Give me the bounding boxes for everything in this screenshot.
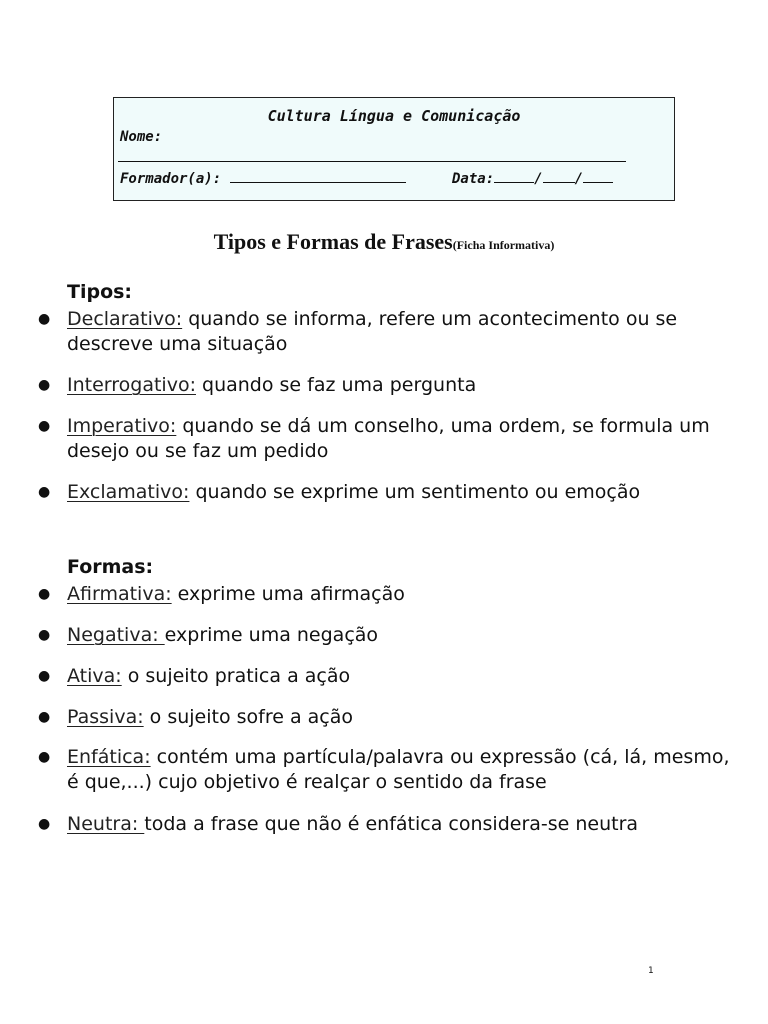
tipos-heading: Tipos: — [67, 281, 133, 303]
item-term: Enfática: — [67, 746, 151, 768]
item-text: quando se exprime um sentimento ou emoção — [189, 481, 641, 503]
title-sub: (Ficha Informativa) — [452, 238, 555, 252]
item-text: quando se dá um conselho, uma ordem, se formula um desejo ou se faz um pedido — [67, 415, 710, 462]
bullet-icon: ● — [38, 709, 51, 725]
date-field — [452, 170, 613, 187]
name-label: Nome: — [120, 129, 163, 145]
item-term: Exclamativo: — [67, 481, 190, 503]
bullet-icon: ● — [38, 586, 51, 602]
date-sep-2: / — [574, 171, 584, 187]
item-term: Imperativo: — [67, 415, 177, 437]
date-year-blank — [583, 170, 613, 183]
bullet-icon: ● — [38, 816, 51, 832]
date-day-blank — [494, 170, 534, 183]
course-title: Cultura Língua e Comunicação — [267, 107, 521, 125]
item-text: o sujeito sofre a ação — [143, 706, 354, 728]
bullet-icon: ● — [38, 668, 51, 684]
item-text: quando se informa, refere um acontecimento ou se descreve uma situação — [67, 308, 678, 355]
bullet-icon: ● — [38, 484, 51, 500]
item-text: exprime uma negação — [164, 624, 379, 646]
page-title — [0, 229, 768, 255]
item-term: Neutra: — [67, 813, 145, 835]
item-text: contém uma partícula/palavra ou expressão (cá, lá, mesmo, é que,...) cujo objetivo é realçar o sentido da frase — [67, 746, 730, 793]
item-text: o sujeito pratica a ação — [121, 665, 351, 687]
title-main: Tipos e Formas de Frases — [213, 229, 453, 254]
bullet-icon: ● — [38, 627, 51, 643]
date-sep-1: / — [534, 171, 543, 187]
item-term: Afirmativa: — [67, 583, 172, 605]
item-term: Declarativo: — [67, 308, 183, 330]
formas-heading: Formas: — [67, 556, 154, 578]
bullet-icon: ● — [38, 749, 51, 765]
date-label: Data: — [452, 171, 495, 187]
bullet-icon: ● — [38, 418, 51, 434]
header-box — [113, 97, 675, 201]
bullet-icon: ● — [38, 311, 51, 327]
item-term: Ativa: — [67, 665, 122, 687]
date-month-blank — [543, 170, 575, 183]
item-text: toda a frase que não é enfática considera-se neutra — [144, 813, 639, 835]
item-term: Passiva: — [67, 706, 144, 728]
item-term: Interrogativo: — [67, 374, 196, 396]
trainer-label: Formador(a): — [120, 171, 222, 187]
bullet-icon: ● — [38, 377, 51, 393]
trainer-field — [120, 170, 406, 187]
trainer-blank — [230, 170, 406, 183]
item-text: quando se faz uma pergunta — [195, 374, 477, 396]
item-term: Negativa: — [67, 624, 165, 646]
item-text: exprime uma afirmação — [171, 583, 405, 605]
page-number: 1 — [648, 966, 654, 976]
name-line — [118, 161, 626, 162]
